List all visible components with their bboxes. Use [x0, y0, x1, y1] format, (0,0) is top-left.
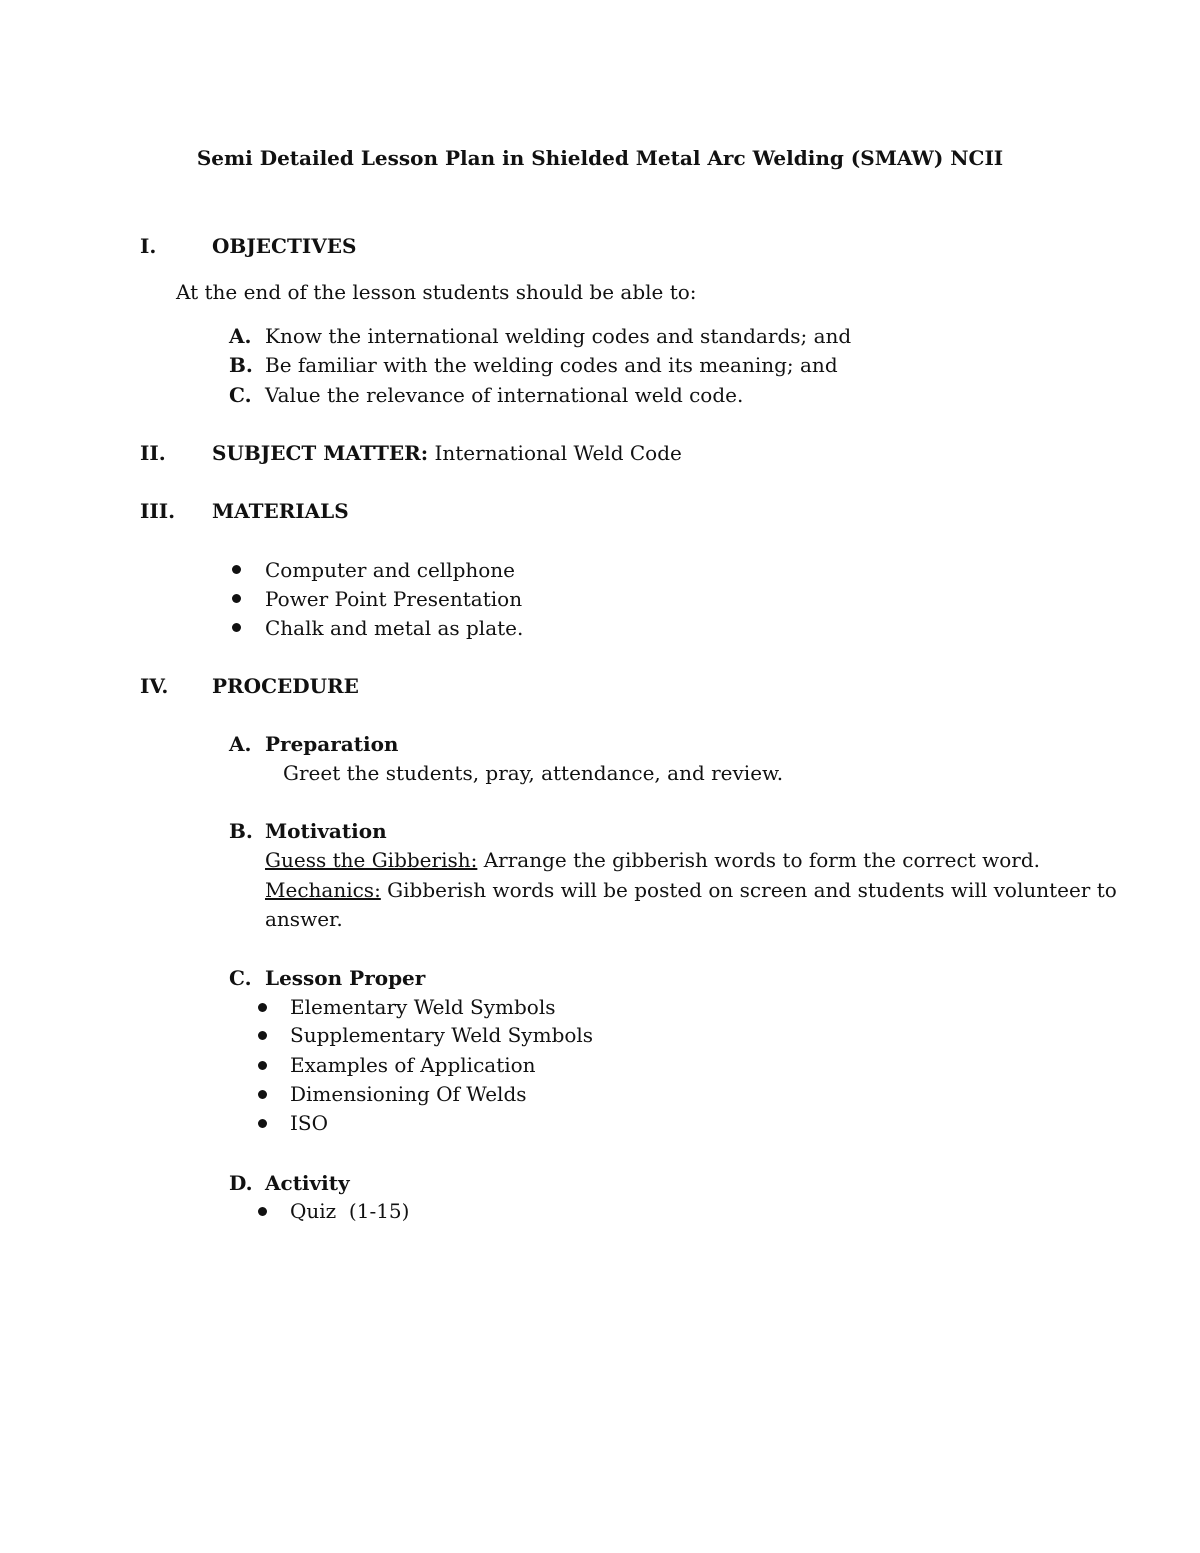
lesson-proper-heading: Lesson Proper: [265, 966, 426, 990]
motivation-heading: Motivation: [265, 819, 387, 843]
procedure-heading: PROCEDURE: [212, 674, 359, 698]
lesson-proper-letter: C.: [229, 966, 252, 990]
subject-line: [212, 443, 682, 463]
objective-text-c: Value the relevance of international weld code.: [265, 383, 744, 407]
guess-label: Guess the Gibberish:: [265, 848, 478, 872]
materials-item: Computer and cellphone: [265, 558, 516, 582]
motivation-guess-line: [265, 850, 1040, 870]
mechanics-label: Mechanics:: [265, 878, 381, 902]
guess-text: Arrange the gibberish words to form the correct word.: [483, 848, 1040, 872]
objective-letter-b: B.: [229, 353, 253, 377]
objective-text-a: Know the international welding codes and standards; and: [265, 324, 852, 348]
objectives-intro: At the end of the lesson students should be able to:: [176, 280, 697, 304]
lesson-proper-item: Elementary Weld Symbols: [290, 995, 556, 1019]
objective-letter-c: C.: [229, 383, 252, 407]
bullet-icon: [232, 565, 241, 574]
materials-heading: MATERIALS: [212, 499, 349, 523]
bullet-icon: [232, 623, 241, 632]
lesson-proper-item: Examples of Application: [290, 1053, 536, 1077]
bullet-icon: [258, 1003, 267, 1012]
procedure-numeral: IV.: [140, 674, 169, 698]
objectives-numeral: I.: [140, 234, 157, 258]
bullet-icon: [232, 594, 241, 603]
preparation-text: Greet the students, pray, attendance, and review.: [283, 761, 784, 785]
motivation-letter: B.: [229, 819, 253, 843]
activity-letter: D.: [229, 1171, 253, 1195]
objective-text-b: Be familiar with the welding codes and its meaning; and: [265, 353, 838, 377]
objective-letter-a: A.: [229, 324, 252, 348]
materials-item: Power Point Presentation: [265, 587, 523, 611]
materials-numeral: III.: [140, 499, 176, 523]
objectives-heading: OBJECTIVES: [212, 234, 357, 258]
preparation-letter: A.: [229, 732, 252, 756]
bullet-icon: [258, 1061, 267, 1070]
bullet-icon: [258, 1207, 267, 1216]
activity-item: Quiz (1-15): [290, 1199, 410, 1223]
lesson-proper-item: ISO: [290, 1111, 328, 1135]
bullet-icon: [258, 1090, 267, 1099]
bullet-icon: [258, 1119, 267, 1128]
bullet-icon: [258, 1031, 267, 1040]
subject-numeral: II.: [140, 441, 166, 465]
mechanics-text: Gibberish words will be posted on screen and students will volunteer to: [387, 878, 1117, 902]
materials-item: Chalk and metal as plate.: [265, 616, 524, 640]
lesson-proper-item: Dimensioning Of Welds: [290, 1082, 527, 1106]
motivation-mechanics-line: [265, 880, 1117, 900]
preparation-heading: Preparation: [265, 732, 399, 756]
document-title: Semi Detailed Lesson Plan in Shielded Metal Arc Welding (SMAW) NCII: [196, 146, 1004, 170]
activity-heading: Activity: [265, 1171, 350, 1195]
mechanics-text-continued: answer.: [265, 907, 343, 931]
subject-value: International Weld Code: [434, 441, 682, 465]
subject-heading: SUBJECT MATTER:: [212, 441, 429, 465]
lesson-proper-item: Supplementary Weld Symbols: [290, 1023, 594, 1047]
